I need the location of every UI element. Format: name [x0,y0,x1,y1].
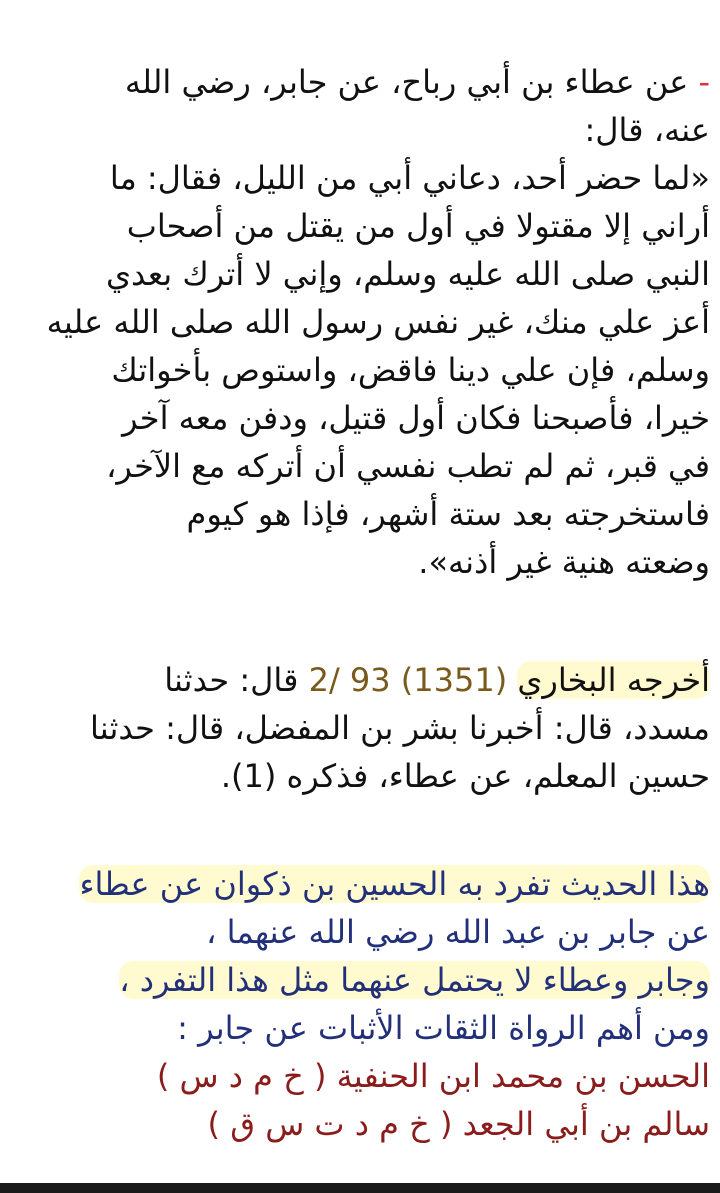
commentary-line: عن جابر بن عبد الله رضي الله عنهما ، [206,913,710,951]
hadith-line: النبي صلى الله عليه وسلم، وإني لا أترك بعدي [106,255,710,293]
takhrij-text [10,656,710,800]
list-dash: - [698,63,710,101]
takhrij-line: أخرجه البخاري 2/ 93 (1351) قال: حدثنا [164,661,710,699]
takhrij-line: مسدد، قال: أخبرنا بشر بن المفضل، قال: حدثنا [90,709,710,747]
commentary-line: ومن أهم الرواة الثقات الأثبات عن جابر : [177,1009,710,1047]
reference-number: 2/ 93 (1351) [308,661,508,699]
hadith-line: عنه، قال: [584,111,710,149]
bottom-bar [0,1183,720,1193]
hadith-line: - عن عطاء بن أبي رباح، عن جابر، رضي الله [124,63,710,101]
hadith-line: أراني إلا مقتولا في أول من يقتل من أصحاب [126,207,710,245]
hadith-line: «لما حضر أحد، دعاني أبي من الليل، فقال: ما [109,159,710,197]
hadith-line: وسلم، فإن علي دينا فاقض، واستوص بأخواتك [111,351,710,389]
hadith-line: خيرا، فأصبحنا فكان أول قتيل، ودفن معه آخر [122,399,710,437]
hadith-line: في قبر، ثم لم تطب نفسي أن أتركه مع الآخر، [106,447,710,485]
hadith-line: وضعته هنية غير أذنه». [418,543,710,581]
hadith-line: أعز علي منك، غير نفس رسول الله صلى الله عليه [46,303,710,341]
narrator-line: سالم بن أبي الجعد ( خ م د ت س ق ) [207,1105,710,1143]
hadith-line: فاستخرجته بعد ستة أشهر، فإذا هو كيوم [186,495,710,533]
commentary-text [10,860,710,1148]
takhrij-line: حسين المعلم، عن عطاء، فذكره (1). [220,757,710,795]
hadith-text [10,58,710,586]
commentary-line: وجابر وعطاء لا يحتمل عنهما مثل هذا التفرد ، [119,961,710,999]
commentary-line: هذا الحديث تفرد به الحسين بن ذكوان عن عطاء [79,865,710,903]
highlighted-source: أخرجه البخاري [517,661,710,699]
narrator-line: الحسن بن محمد ابن الحنفية ( خ م د س ) [156,1057,710,1095]
